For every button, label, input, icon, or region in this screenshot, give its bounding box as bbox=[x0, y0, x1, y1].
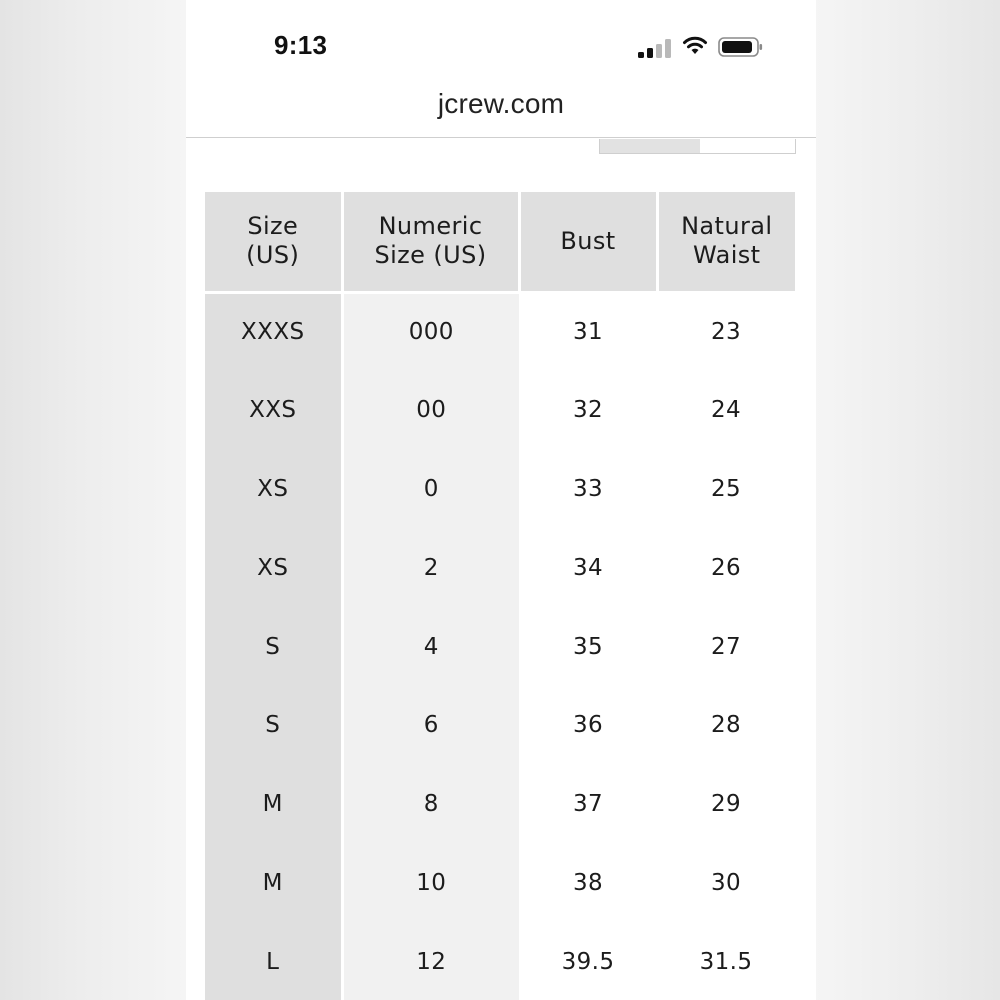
table-row bbox=[205, 371, 795, 450]
size-chart-table bbox=[205, 192, 795, 1000]
cell-size: XS bbox=[205, 528, 342, 607]
cell-bust: 37 bbox=[519, 765, 657, 844]
table-row bbox=[205, 844, 795, 923]
phone-screen bbox=[186, 0, 816, 1000]
cell-natural-waist: 30 bbox=[657, 844, 795, 923]
cell-numeric-size: 12 bbox=[342, 922, 519, 1000]
cell-bust: 39.5 bbox=[519, 922, 657, 1000]
cell-numeric-size: 00 bbox=[342, 371, 519, 450]
table-row bbox=[205, 450, 795, 529]
cell-bust: 38 bbox=[519, 844, 657, 923]
unit-toggle[interactable] bbox=[599, 139, 796, 154]
cell-natural-waist: 24 bbox=[657, 371, 795, 450]
cell-bust: 34 bbox=[519, 528, 657, 607]
cell-numeric-size: 000 bbox=[342, 292, 519, 371]
table-row bbox=[205, 765, 795, 844]
header-numeric-size bbox=[342, 192, 519, 292]
header-line: Numeric bbox=[378, 212, 483, 241]
cell-size: S bbox=[205, 686, 342, 765]
wifi-icon bbox=[681, 34, 709, 56]
cell-natural-waist: 31.5 bbox=[657, 922, 795, 1000]
cell-natural-waist: 28 bbox=[657, 686, 795, 765]
battery-icon bbox=[718, 36, 764, 58]
cell-numeric-size: 0 bbox=[342, 450, 519, 529]
cell-size: M bbox=[205, 844, 342, 923]
cell-size: XXS bbox=[205, 371, 342, 450]
cell-bust: 31 bbox=[519, 292, 657, 371]
header-line: Bust bbox=[560, 226, 616, 255]
unit-toggle-active-segment[interactable] bbox=[600, 139, 700, 153]
header-line: Natural bbox=[681, 212, 773, 241]
table-header-row bbox=[205, 192, 795, 292]
address-bar[interactable] bbox=[186, 82, 816, 138]
cellular-signal-icon bbox=[638, 38, 672, 58]
cell-numeric-size: 6 bbox=[342, 686, 519, 765]
header-bust bbox=[519, 192, 657, 292]
cell-size: S bbox=[205, 607, 342, 686]
cell-numeric-size: 4 bbox=[342, 607, 519, 686]
status-time: 9:13 bbox=[274, 30, 328, 60]
cell-natural-waist: 26 bbox=[657, 528, 795, 607]
cell-size: M bbox=[205, 765, 342, 844]
cell-numeric-size: 10 bbox=[342, 844, 519, 923]
table-row bbox=[205, 686, 795, 765]
table-body bbox=[205, 292, 795, 1000]
toolbar-divider bbox=[186, 137, 816, 138]
cell-size: XXXS bbox=[205, 292, 342, 371]
status-bar bbox=[186, 0, 816, 90]
cell-bust: 36 bbox=[519, 686, 657, 765]
header-natural-waist bbox=[657, 192, 795, 292]
header-size-us bbox=[205, 192, 342, 292]
table-row bbox=[205, 922, 795, 1000]
header-line: (US) bbox=[246, 241, 300, 270]
cell-bust: 33 bbox=[519, 450, 657, 529]
cell-size: L bbox=[205, 922, 342, 1000]
header-line: Waist bbox=[693, 241, 761, 270]
cell-numeric-size: 2 bbox=[342, 528, 519, 607]
cell-numeric-size: 8 bbox=[342, 765, 519, 844]
cell-natural-waist: 27 bbox=[657, 607, 795, 686]
cell-size: XS bbox=[205, 450, 342, 529]
cell-bust: 35 bbox=[519, 607, 657, 686]
table-row bbox=[205, 292, 795, 371]
table-row bbox=[205, 528, 795, 607]
cell-natural-waist: 23 bbox=[657, 292, 795, 371]
cell-natural-waist: 29 bbox=[657, 765, 795, 844]
table-row bbox=[205, 607, 795, 686]
url-text[interactable]: jcrew.com bbox=[437, 88, 565, 119]
cell-bust: 32 bbox=[519, 371, 657, 450]
cell-natural-waist: 25 bbox=[657, 450, 795, 529]
header-line: Size bbox=[247, 212, 299, 241]
header-line: Size (US) bbox=[374, 241, 487, 270]
